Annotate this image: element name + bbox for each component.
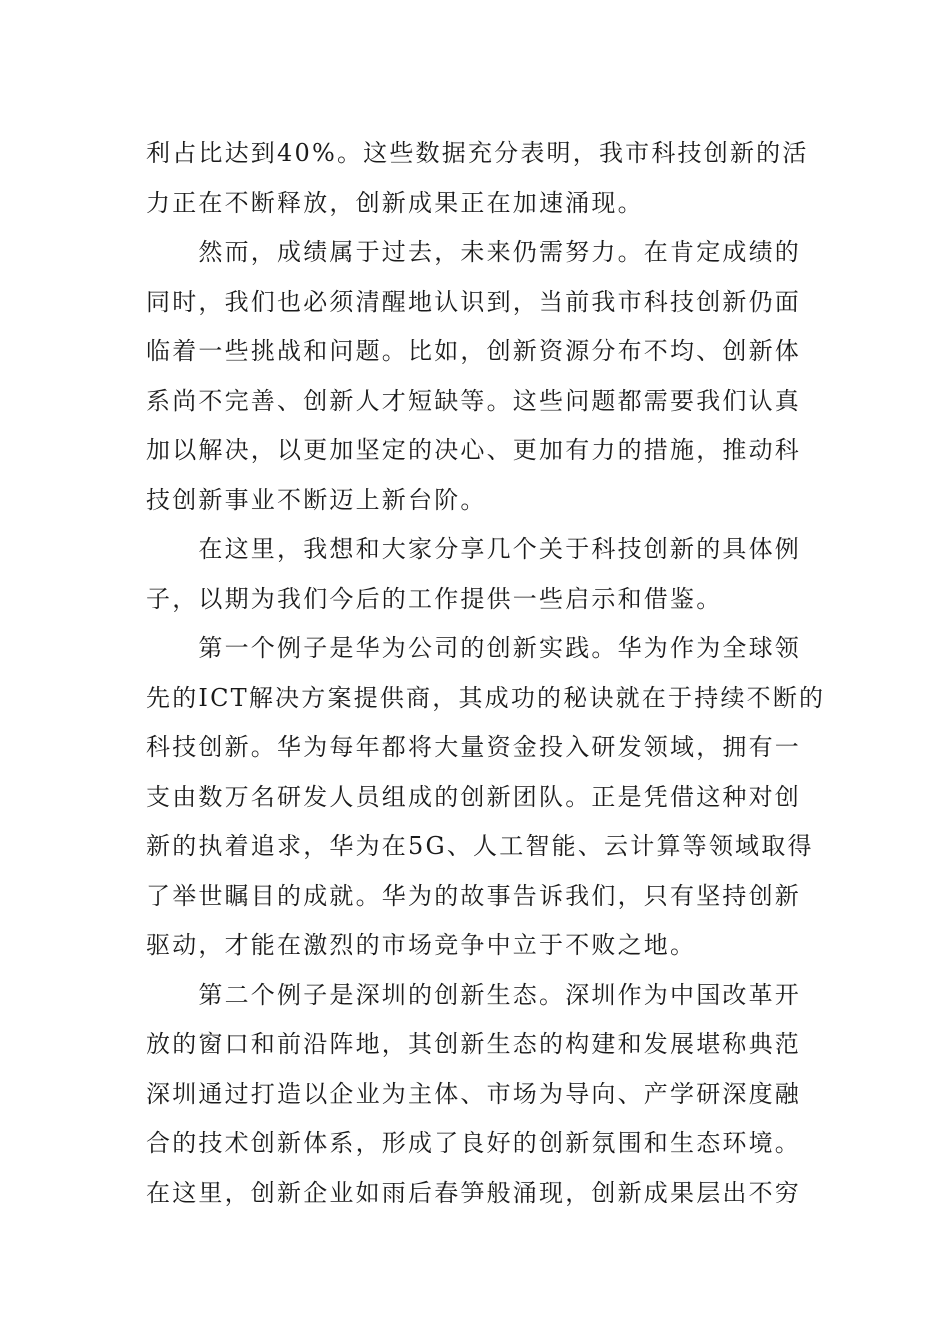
text-line: 系尚不完善、创新人才短缺等。这些问题都需要我们认真 bbox=[146, 386, 801, 415]
text-line: 子，以期为我们今后的工作提供一些启示和借鉴。 bbox=[146, 584, 723, 613]
text-line: 放的窗口和前沿阵地，其创新生态的构建和发展堪称典范 bbox=[146, 1030, 801, 1058]
text-line: 科技创新。华为每年都将大量资金投入研发领域，拥有一 bbox=[146, 733, 801, 761]
text-line: 先的ICT解决方案提供商，其成功的秘诀就在于持续不断的 bbox=[146, 683, 826, 712]
text-line: 合的技术创新体系，形成了良好的创新氛围和生态环境。 bbox=[146, 1129, 801, 1157]
text-line: 第一个例子是华为公司的创新实践。华为作为全球领 bbox=[146, 634, 801, 662]
text-line: 技创新事业不断迈上新台阶。 bbox=[146, 485, 487, 514]
text-line: 深圳通过打造以企业为主体、市场为导向、产学研深度融 bbox=[146, 1079, 801, 1108]
document-body bbox=[146, 129, 826, 1218]
text-line: 力正在不断释放，创新成果正在加速涌现。 bbox=[146, 188, 644, 217]
text-line: 支由数万名研发人员组成的创新团队。正是凭借这种对创 bbox=[146, 782, 801, 811]
text-line: 在这里，创新企业如雨后春笋般涌现，创新成果层出不穷 bbox=[146, 1178, 801, 1207]
text-line: 在这里，我想和大家分享几个关于科技创新的具体例 bbox=[146, 535, 801, 563]
text-line: 了举世瞩目的成就。华为的故事告诉我们，只有坚持创新 bbox=[146, 881, 801, 910]
text-line: 临着一些挑战和问题。比如，创新资源分布不均、创新体 bbox=[146, 337, 801, 365]
text-line: 同时，我们也必须清醒地认识到，当前我市科技创新仍面 bbox=[146, 287, 801, 316]
text-line: 第二个例子是深圳的创新生态。深圳作为中国改革开 bbox=[146, 980, 801, 1009]
text-line: 新的执着追求，华为在5G、人工智能、云计算等领域取得 bbox=[146, 832, 814, 860]
text-line: 然而，成绩属于过去，未来仍需努力。在肯定成绩的 bbox=[146, 238, 801, 266]
text-line: 驱动，才能在激烈的市场竞争中立于不败之地。 bbox=[146, 931, 697, 959]
text-line: 利占比达到40%。这些数据充分表明，我市科技创新的活 bbox=[146, 139, 809, 167]
text-line: 加以解决，以更加坚定的决心、更加有力的措施，推动科 bbox=[146, 436, 801, 464]
